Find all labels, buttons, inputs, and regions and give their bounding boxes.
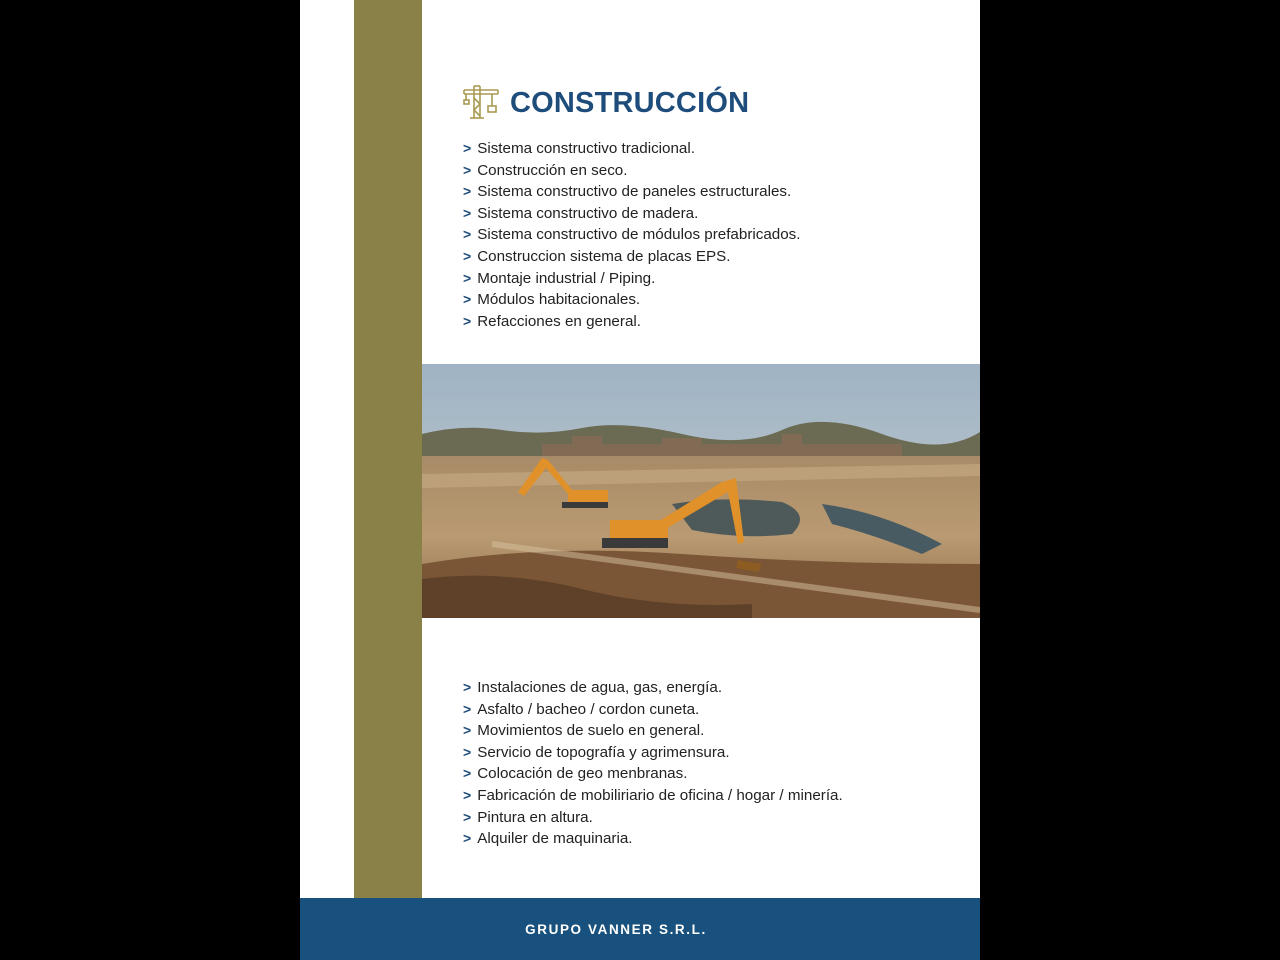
list-item-text: Módulos habitacionales.: [477, 291, 641, 309]
bullet-arrow: >: [463, 679, 472, 695]
list-item: [463, 289, 801, 311]
list-item: [463, 785, 843, 807]
bullet-arrow: >: [463, 161, 472, 178]
bullet-arrow: >: [463, 269, 472, 286]
bullet-arrow: >: [463, 743, 472, 760]
list-item-text: Alquiler de maquinaria.: [477, 830, 633, 848]
bullet-arrow: >: [463, 765, 472, 782]
list-item-text: Asfalto / bacheo / cordon cuneta.: [477, 700, 700, 718]
bullet-arrow: >: [463, 312, 472, 329]
section-heading: [462, 84, 749, 122]
list-item: [463, 138, 801, 160]
construction-site-photo: [422, 364, 980, 618]
bullet-arrow: >: [463, 140, 472, 156]
list-item: [463, 699, 843, 721]
list-item: [463, 763, 843, 785]
bullet-arrow: >: [463, 291, 472, 308]
company-name: GRUPO VANNER S.R.L.: [525, 921, 707, 937]
decorative-side-bar: [354, 0, 422, 898]
bullet-arrow: >: [463, 808, 472, 825]
list-item: [463, 828, 843, 850]
list-item-text: Servicio de topografía y agrimensura.: [477, 743, 730, 761]
list-item: [463, 677, 843, 699]
services-list-bottom: [463, 677, 843, 850]
list-item-text: Sistema constructivo tradicional.: [477, 140, 695, 157]
bullet-arrow: >: [463, 183, 472, 200]
list-item: [463, 720, 843, 742]
crane-icon: [462, 84, 500, 122]
list-item: [463, 160, 801, 182]
bullet-arrow: >: [463, 247, 472, 264]
bullet-arrow: >: [463, 700, 472, 717]
list-item-text: Construccion sistema de placas EPS.: [477, 247, 731, 265]
list-item: [463, 311, 801, 333]
list-item: [463, 224, 801, 246]
bullet-arrow: >: [463, 204, 472, 221]
list-item-text: Fabricación de mobiliriario de oficina / hogar / minería.: [477, 786, 843, 804]
footer-band: [300, 898, 980, 960]
list-item: [463, 181, 801, 203]
list-item-text: Refacciones en general.: [477, 312, 641, 330]
bullet-arrow: >: [463, 722, 472, 739]
list-item-text: Pintura en altura.: [477, 808, 593, 826]
bullet-arrow: >: [463, 830, 472, 847]
list-item-text: Sistema constructivo de módulos prefabricados.: [477, 226, 801, 244]
list-item-text: Sistema constructivo de paneles estructurales.: [477, 183, 792, 201]
bullet-arrow: >: [463, 226, 472, 243]
list-item: [463, 742, 843, 764]
list-item: [463, 268, 801, 290]
list-item-text: Construcción en seco.: [477, 161, 628, 179]
list-item: [463, 246, 801, 268]
excavator-landscape-image: [422, 364, 980, 618]
list-item: [463, 203, 801, 225]
services-list-top: [463, 138, 801, 332]
list-item-text: Colocación de geo menbranas.: [477, 765, 688, 783]
list-item-text: Sistema constructivo de madera.: [477, 204, 699, 222]
list-item-text: Movimientos de suelo en general.: [477, 722, 705, 740]
brochure-page: [300, 0, 980, 960]
list-item-text: Montaje industrial / Piping.: [477, 269, 656, 287]
list-item-text: Instalaciones de agua, gas, energía.: [477, 679, 723, 696]
page-title: CONSTRUCCIÓN: [510, 86, 750, 119]
list-item: [463, 807, 843, 829]
bullet-arrow: >: [463, 786, 472, 803]
